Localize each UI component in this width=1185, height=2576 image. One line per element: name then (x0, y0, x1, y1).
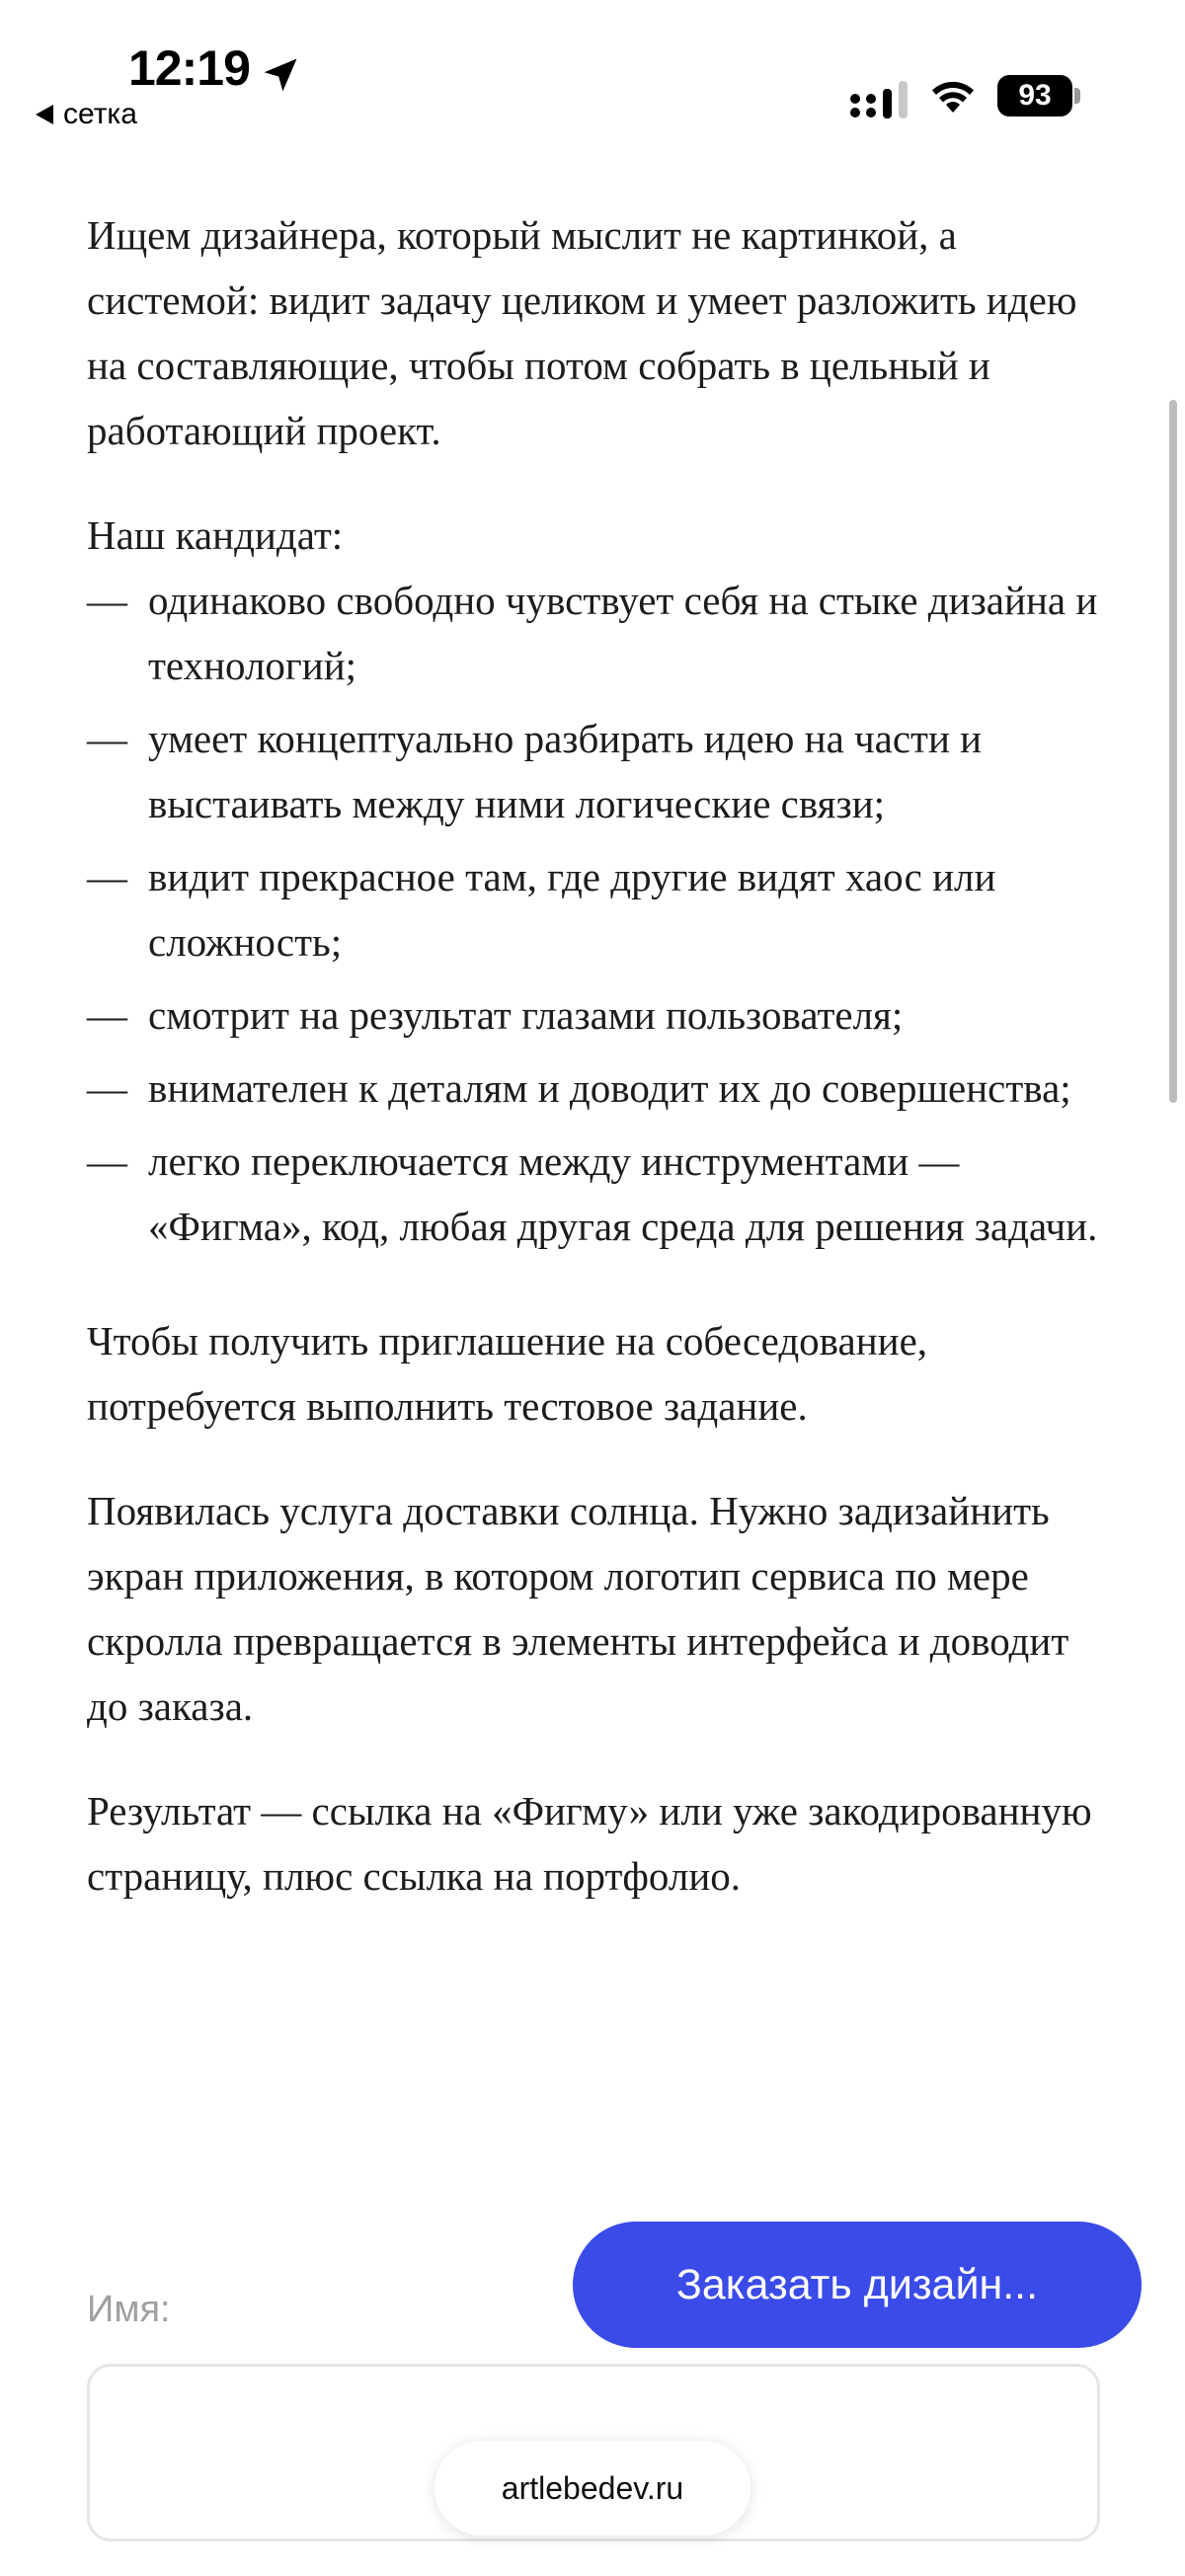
list-dash: — (87, 992, 127, 1038)
list-item-text: умеет концептуально разбирать идею на части и выстаивать между ними логические связи; (148, 716, 983, 826)
battery-icon (997, 75, 1080, 117)
list-item (87, 844, 1114, 975)
status-bar (0, 0, 1185, 148)
list-item (87, 706, 1114, 836)
back-triangle-icon (36, 105, 53, 124)
invite-paragraph: Чтобы получить приглашение на собеседование, потребуется выполнить тестовое задание. (87, 1318, 928, 1429)
name-field-label: Имя: (87, 2289, 171, 2330)
candidate-heading: Наш кандидат: (87, 512, 344, 558)
list-item-text: видит прекрасное там, где другие видят хаос или сложность; (148, 854, 996, 965)
signal-icon (849, 81, 914, 120)
list-item-text: одинаково свободно чувствует себя на стыке дизайна и технологий; (148, 578, 1098, 688)
result-paragraph: Результат — ссылка на «Фигму» или уже закодированную страницу, плюс ссылка на портфолио. (87, 1788, 1092, 1899)
status-time: 12:19 (128, 40, 250, 96)
requirements-list (87, 568, 1114, 1259)
location-arrow-icon (259, 53, 302, 97)
list-item (87, 982, 1114, 1048)
list-dash: — (87, 578, 127, 623)
url-bar[interactable]: artlebedev.ru (434, 2441, 750, 2536)
list-item (87, 1055, 1114, 1121)
list-dash: — (87, 716, 127, 761)
list-item (87, 1129, 1114, 1259)
list-item-text: легко переключается между инструментами — «Фигма», код, любая другая среда для решения задачи. (148, 1138, 1098, 1249)
back-label: сетка (63, 98, 137, 130)
battery-level: 93 (997, 75, 1072, 117)
back-to-app-link[interactable] (36, 98, 137, 131)
task-paragraph: Появилась услуга доставки солнца. Нужно задизайнить экран приложения, в котором логотип сервиса по мере скролла превращается в элементы интерфейса и доводит до заказа. (87, 1488, 1069, 1729)
list-dash: — (87, 854, 127, 899)
order-design-button[interactable]: Заказать дизайн... (573, 2222, 1142, 2348)
battery-tip (1074, 88, 1080, 104)
article-body (87, 202, 1114, 1948)
wifi-icon (928, 77, 978, 117)
list-dash: — (87, 1138, 127, 1184)
scrollbar[interactable] (1169, 400, 1177, 1103)
list-item-text: смотрит на результат глазами пользователя; (148, 992, 904, 1038)
list-dash: — (87, 1065, 127, 1111)
list-item-text: внимателен к деталям и доводит их до совершенства; (148, 1065, 1071, 1111)
list-item (87, 568, 1114, 698)
intro-paragraph: Ищем дизайнера, который мыслит не картинкой, а системой: видит задачу целиком и умеет разложить идею на составляющие, чтобы потом собрать в цельный и работающий проект. (87, 212, 1077, 453)
